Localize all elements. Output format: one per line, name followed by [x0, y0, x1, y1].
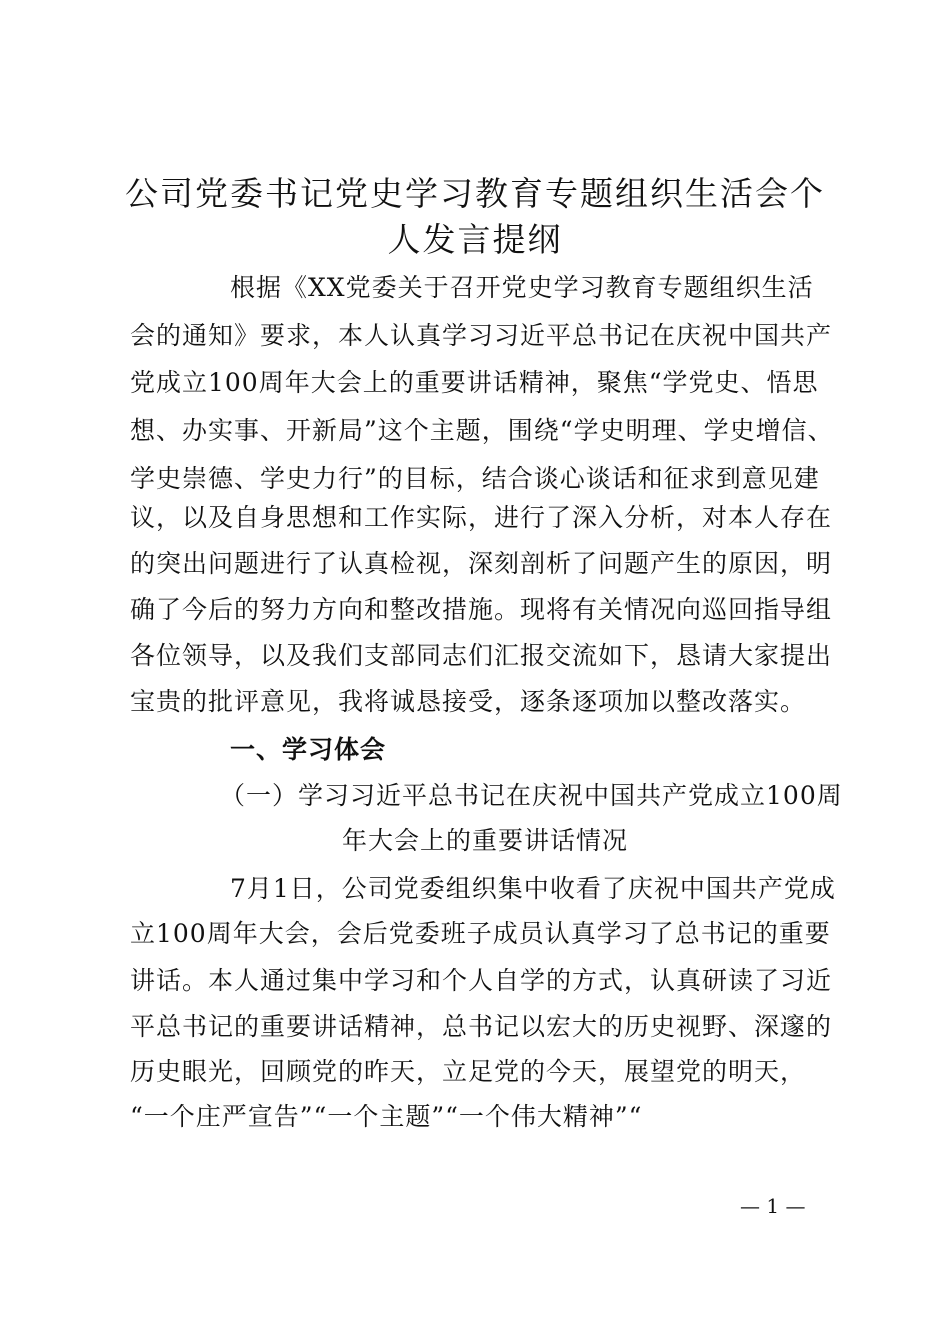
intro-paragraph-line: 会的通知》要求，本人认真学习习近平总书记在庆祝中国共产 [130, 321, 833, 350]
section-heading: 一、学习体会 [230, 735, 387, 764]
subsection-heading-line-2: 年大会上的重要讲话情况 [342, 826, 629, 855]
document-title-line-2: 人发言提纲 [387, 220, 563, 259]
intro-paragraph-line: 根据《XX党委关于召开党史学习教育专题组织生活 [230, 273, 814, 302]
intro-paragraph-line: 的突出问题进行了认真检视，深刻剖析了问题产生的原因，明 [130, 549, 833, 578]
body-paragraph-line: 讲话。本人通过集中学习和个人自学的方式，认真研读了习近 [130, 966, 833, 995]
intro-paragraph-line: 确了今后的努力方向和整改措施。现将有关情况向巡回指导组 [130, 595, 833, 624]
intro-paragraph-line: 议，以及自身思想和工作实际，进行了深入分析，对本人存在 [130, 503, 833, 532]
intro-paragraph-line: 学史崇德、学史力行”的目标，结合谈心谈话和征求到意见建 [130, 464, 820, 493]
page-number: — 1 — [740, 1194, 806, 1218]
body-paragraph-line: 历史眼光，回顾党的昨天，立足党的今天，展望党的明天， [130, 1057, 807, 1086]
intro-paragraph-line: 党成立100周年大会上的重要讲话精神，聚焦“学党史、悟思 [130, 368, 819, 397]
intro-paragraph-line: 想、办实事、开新局”这个主题，围绕“学史明理、学史增信、 [130, 416, 834, 445]
body-paragraph-line: 平总书记的重要讲话精神，总书记以宏大的历史视野、深邃的 [130, 1012, 833, 1041]
intro-paragraph-line: 各位领导，以及我们支部同志们汇报交流如下，恳请大家提出 [130, 641, 833, 670]
intro-paragraph-line: 宝贵的批评意见，我将诚恳接受，逐条逐项加以整改落实。 [130, 687, 807, 716]
document-title-line-1: 公司党委书记党史学习教育专题组织生活会个 [125, 174, 825, 213]
subsection-heading-line-1: （一）学习习近平总书记在庆祝中国共产党成立100周 [220, 781, 843, 810]
body-paragraph-line: 立100周年大会，会后党委班子成员认真学习了总书记的重要 [130, 919, 831, 948]
body-paragraph-line: “一个庄严宣告”“一个主题”“一个伟大精神”“ [130, 1102, 643, 1131]
body-paragraph-line: 7月1日，公司党委组织集中收看了庆祝中国共产党成 [230, 874, 836, 903]
